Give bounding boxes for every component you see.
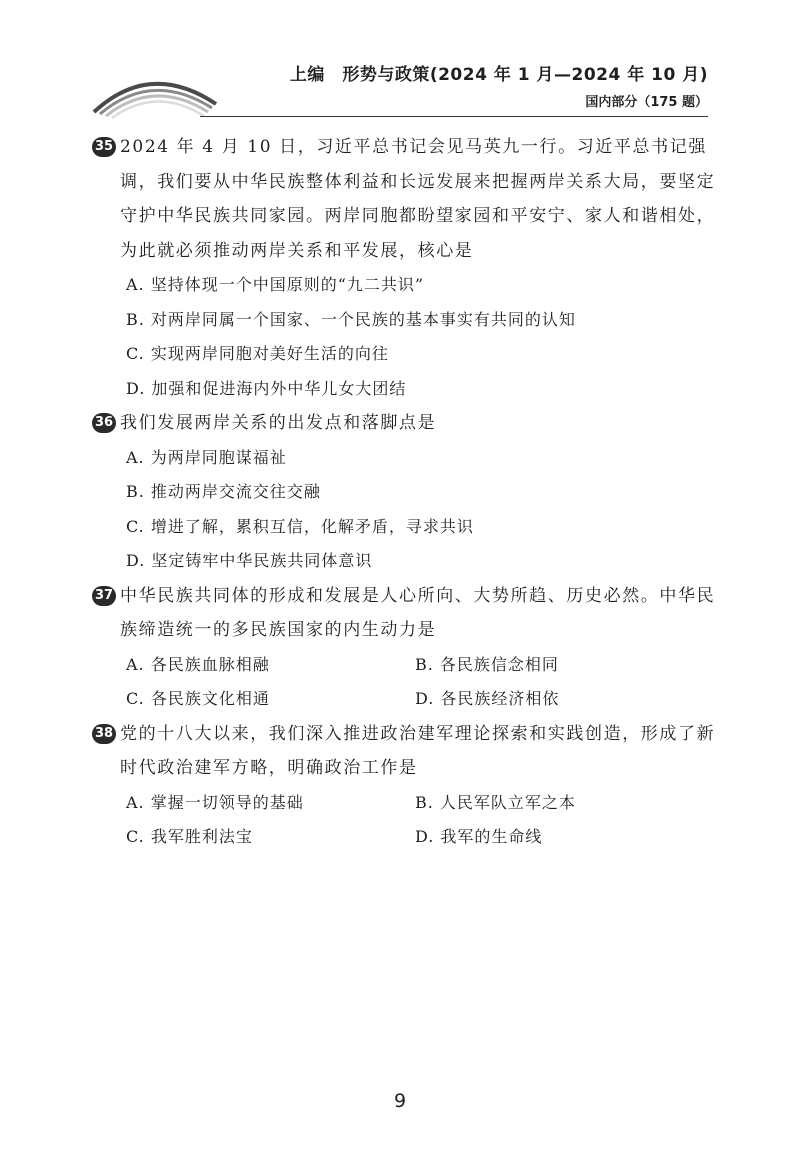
option-d: D. 各民族经济相依	[415, 689, 560, 708]
header-title: 上编 形势与政策(2024 年 1 月—2024 年 10 月)	[289, 65, 708, 85]
option-row	[92, 820, 724, 855]
option-c: C. 各民族文化相通	[126, 689, 270, 708]
option-c: C. 我军胜利法宝	[126, 827, 253, 846]
option-b: B. 对两岸同属一个国家、一个民族的基本事实有共同的认知	[126, 309, 576, 329]
option-c: C. 实现两岸同胞对美好生活的向往	[126, 344, 389, 363]
question-36	[92, 406, 724, 579]
page-number: 9	[393, 1090, 407, 1112]
question-number-badge: 35	[92, 137, 116, 157]
question-stem	[92, 406, 724, 441]
option-row	[92, 786, 724, 821]
header-subtitle: 国内部分（175 题）	[585, 95, 708, 110]
option-d: D. 加强和促进海内外中华儿女大团结	[126, 378, 407, 398]
question-number-badge: 37	[92, 586, 116, 606]
option-b: B. 人民军队立军之本	[415, 792, 576, 812]
option-a: A. 坚持体现一个中国原则的“九二共识”	[126, 275, 425, 294]
header-arc-decoration	[88, 66, 228, 120]
question-text: 中华民族共同体的形成和发展是人心所向、大势所趋、历史必然。中华民族缔造统一的多民族国家的内生动力是	[120, 585, 716, 640]
question-number-badge: 36	[92, 413, 116, 433]
header-divider	[200, 116, 708, 117]
question-list	[92, 130, 724, 855]
question-35	[92, 130, 724, 406]
question-stem	[92, 579, 724, 648]
question-text: 我们发展两岸关系的出发点和落脚点是	[120, 413, 437, 433]
option-a: A. 各民族血脉相融	[126, 654, 270, 674]
option-d: D. 坚定铸牢中华民族共同体意识	[126, 551, 373, 570]
option-a: A. 为两岸同胞谋福祉	[126, 447, 287, 467]
option-b: B. 推动两岸交流交往交融	[126, 482, 321, 501]
question-text: 党的十八大以来，我们深入推进政治建军理论探索和实践创造，形成了新时代政治建军方略，明确政治工作是	[120, 723, 716, 778]
question-37	[92, 579, 724, 717]
option-row	[92, 682, 724, 717]
option-b: B. 各民族信念相同	[415, 654, 559, 674]
option-d: D. 我军的生命线	[415, 827, 543, 846]
option-a: A. 掌握一切领导的基础	[126, 792, 304, 812]
question-number-badge: 38	[92, 724, 116, 744]
question-stem	[92, 130, 724, 268]
question-38	[92, 717, 724, 855]
question-text: 2024 年 4 月 10 日，习近平总书记会见马英九一行。习近平总书记强调，我们要从中华民族整体利益和长远发展来把握两岸关系大局，要坚定守护中华民族共同家园。两岸同胞都盼望家园和平安宁、家人和谐相处，为此就必须推动两岸关系和平发展，核心是	[120, 137, 716, 261]
question-stem	[92, 717, 724, 786]
option-c: C. 增进了解，累积互信，化解矛盾，寻求共识	[126, 516, 474, 536]
option-row	[92, 648, 724, 683]
